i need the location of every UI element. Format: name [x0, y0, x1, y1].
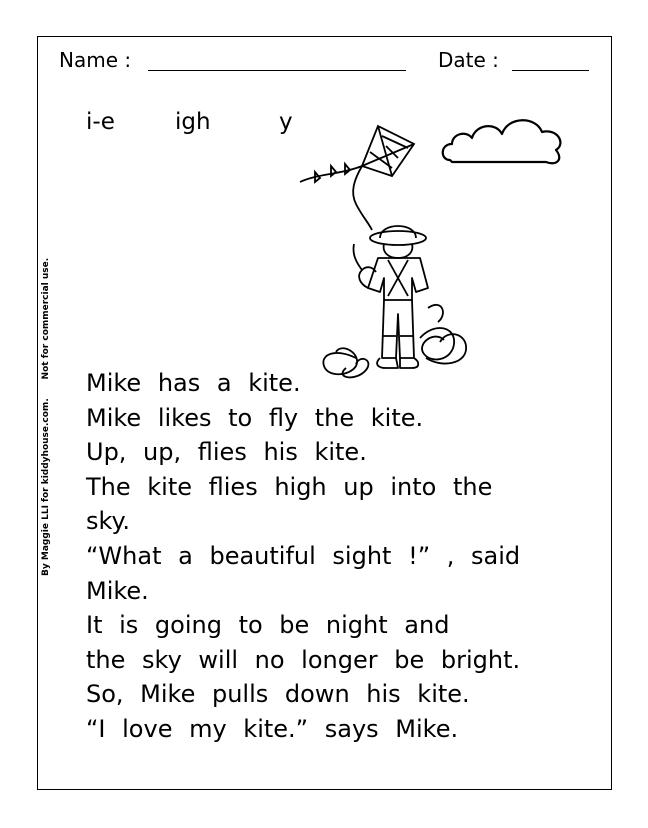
boy-illustration — [316, 218, 496, 383]
phonics-pattern-y: y — [279, 109, 293, 135]
date-label: Date : — [438, 48, 499, 72]
phonics-pattern-ie: i-e — [86, 109, 115, 135]
story-line: “What a beautiful sight !” , said — [86, 541, 521, 570]
story-line: So, Mike pulls down his kite. — [86, 680, 470, 709]
story-line: Up, up, flies his kite. — [86, 438, 367, 467]
cloud-icon — [438, 110, 568, 172]
story-line: Mike likes to fly the kite. — [86, 403, 424, 432]
story-line: Mike. — [86, 576, 149, 605]
date-field[interactable] — [512, 70, 589, 71]
name-label: Name : — [59, 48, 132, 72]
story-line: the sky will no longer be bright. — [86, 645, 521, 674]
story-line: It is going to be night and — [86, 611, 450, 640]
name-field[interactable] — [148, 70, 406, 71]
story-line: sky. — [86, 507, 130, 536]
credit-note — [40, 258, 52, 576]
credit-usage: Not for commercial use. — [41, 257, 51, 380]
credit-author: By Maggie LLI for kiddyhouse.com. — [41, 398, 51, 576]
story-text — [86, 366, 520, 747]
story-line: The kite flies high up into the — [86, 472, 493, 501]
phonics-pattern-igh: igh — [175, 109, 211, 135]
kite-icon — [296, 122, 421, 232]
story-line: Mike has a kite. — [86, 369, 301, 397]
story-line: “I love my kite.” says Mike. — [86, 714, 459, 743]
